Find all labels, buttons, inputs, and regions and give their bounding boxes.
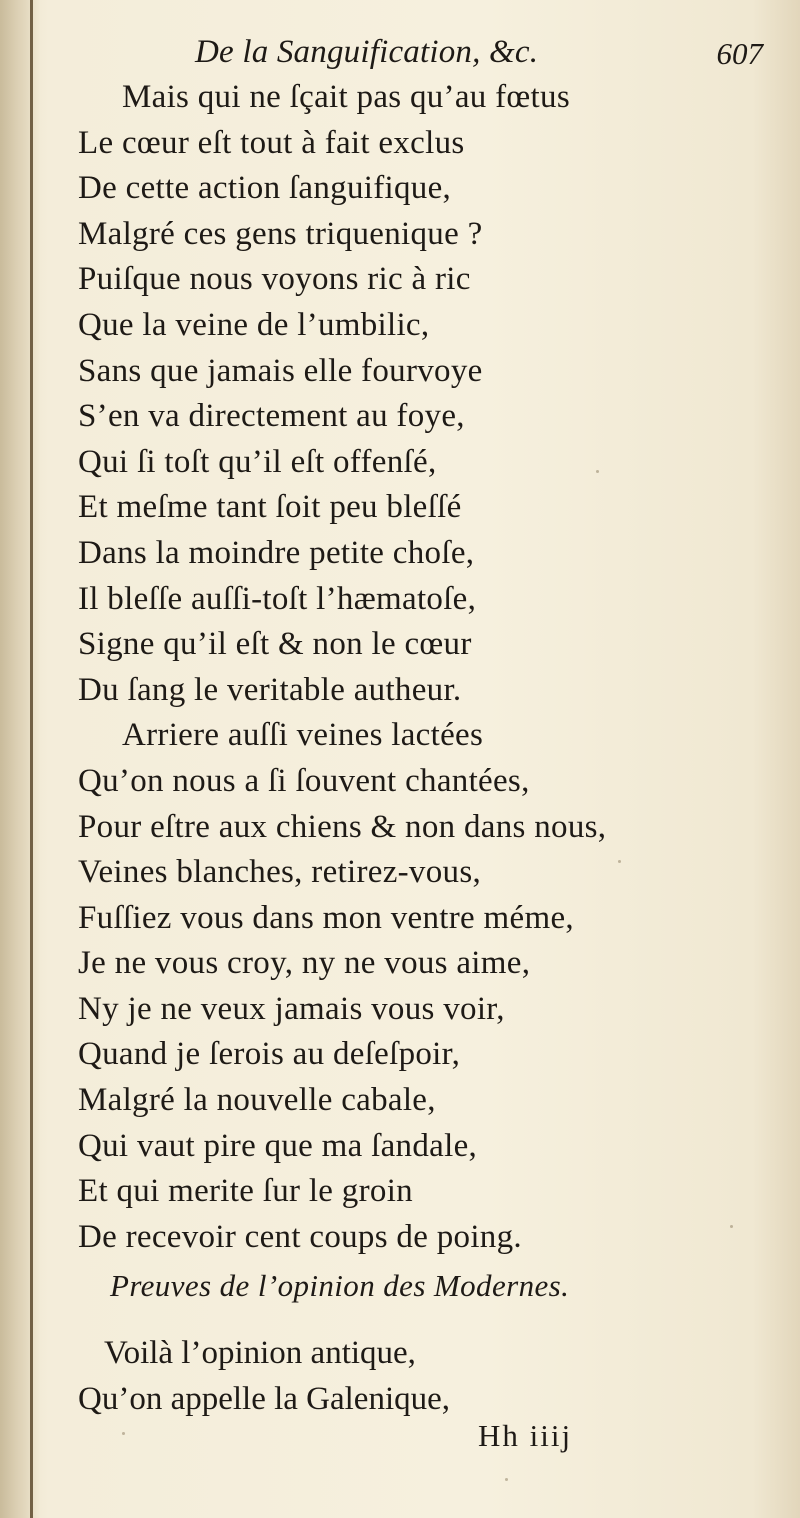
verse-line: Malgré ces gens triquenique ? <box>78 215 483 252</box>
closing-verse-block <box>78 1330 768 1422</box>
verse-line: Arriere auſſi veines lactées <box>122 717 484 754</box>
gutter-shadow <box>0 0 40 1518</box>
paper-speck <box>730 1225 733 1228</box>
verse-line: Qui ſi toſt qu’il eſt offenſé, <box>78 443 437 480</box>
verse-line: Qu’on nous a ſi ſouvent chantées, <box>78 762 530 799</box>
verse-line: Du ſang le veritable autheur. <box>78 671 462 708</box>
paper-speck <box>122 1432 125 1435</box>
verse-line: S’en va directement au foye, <box>78 398 465 435</box>
verse-line: Signe qu’il eſt & non le cœur <box>78 626 472 663</box>
verse-line: Mais qui ne ſçait pas qu’au fœtus <box>122 79 570 115</box>
verse-line: Veines blanches, retirez-vous, <box>78 854 482 891</box>
verse-line: Sans que jamais elle fourvoye <box>78 352 483 389</box>
verse-line: Puiſque nous voyons ric à ric <box>78 261 471 298</box>
verse-line: Je ne vous croy, ny ne vous aime, <box>78 945 531 982</box>
verse-block <box>78 75 768 1260</box>
verse-line: Le cœur eſt tout à fait exclus <box>78 124 465 161</box>
verse-line: Malgré la nouvelle cabale, <box>78 1082 436 1119</box>
verse-line: Qui vaut pire que ma ſandale, <box>78 1127 478 1164</box>
gutter-edge <box>30 0 33 1518</box>
verse-line: Ny je ne veux jamais vous voir, <box>78 990 505 1027</box>
verse-line: Dans la moindre petite choſe, <box>78 534 475 571</box>
verse-line: De cette action ſanguifique, <box>78 170 452 207</box>
page-header <box>195 28 765 80</box>
verse-line: Et qui merite ſur le groin <box>78 1173 413 1210</box>
verse-line: Voilà l’opinion antique, <box>104 1335 416 1371</box>
paper-speck <box>596 470 599 473</box>
verse-line: Fuſſiez vous dans mon ventre méme, <box>78 899 574 936</box>
verse-line: Quand je ſerois au deſeſpoir, <box>78 1036 461 1073</box>
verse-line: De recevoir cent coups de poing. <box>78 1218 522 1255</box>
verse-line: Il bleſſe auſſi-toſt l’hæmatoſe, <box>78 580 477 617</box>
verse-line: Pour eſtre aux chiens & non dans nous, <box>78 808 607 845</box>
page-number: 607 <box>716 36 763 71</box>
paper-speck <box>618 860 621 863</box>
signature-mark: Hh iiij <box>478 1418 573 1453</box>
paper-speck <box>505 1478 508 1481</box>
running-head: De la Sanguification, &c. <box>195 34 539 70</box>
verse-line: Que la veine de l’umbilic, <box>78 306 430 343</box>
section-heading: Preuves de l’opinion des Modernes. <box>110 1268 570 1303</box>
verse-line: Et meſme tant ſoit peu bleſſé <box>78 489 462 526</box>
verse-line: Qu’on appelle la Galenique, <box>78 1381 451 1417</box>
